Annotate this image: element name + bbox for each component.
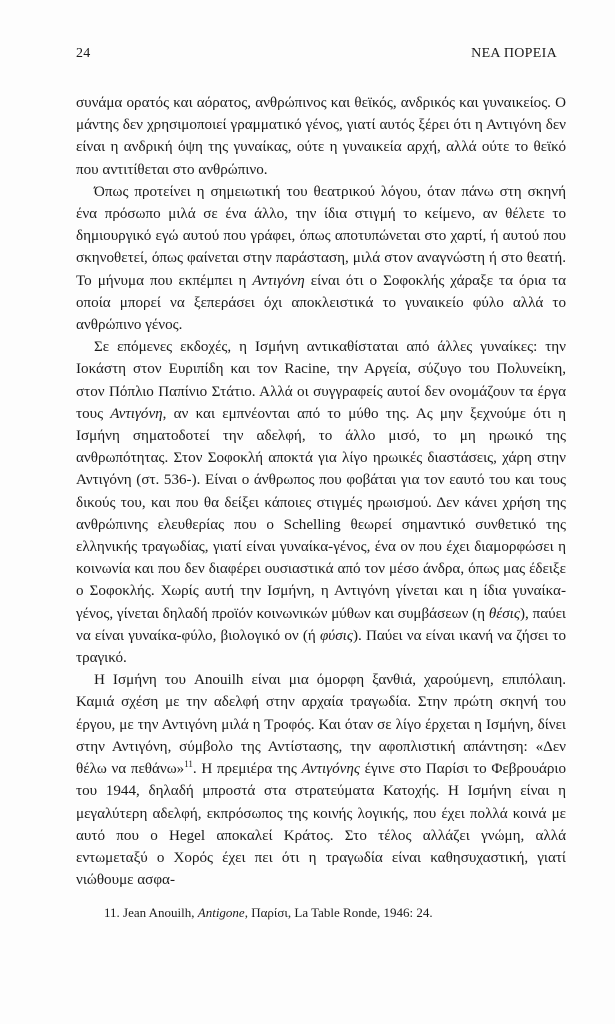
page-number: 24 xyxy=(76,46,91,61)
paragraph xyxy=(76,336,566,669)
text-run: 11. Jean Anouilh, xyxy=(104,905,198,920)
body-text xyxy=(76,92,566,891)
paragraph xyxy=(76,669,566,891)
text-run: Όπως προτείνει η σημειωτική του θεατρικού λόγου, όταν πάνω στη σκηνή ένα πρόσωπο μιλά σε ένα άλλο, την ίδια στιγμή το κείμενο, αν θέλετε το δημιουργικό εγώ αυτού που γράφει, όπως αποτυπώνεται στο χαρτί, ή αυτού που σκηνοθετεί, όπως φαίνεται στην παράσταση, μιλά στον αναγνώστη ή στο θεατή. Το μήνυμα που εκπέμπει η xyxy=(76,183,566,289)
text-run: Η Ισμήνη του Anouilh είναι μια όμορφη ξανθιά, χαρούμενη, επιπόλαιη. Καμιά σχέση με την αδελφή στην αρχαία τραγωδία. Στην πρώτη σκηνή του έργου, με την Αντιγόνη μιλά η Τροφός. Και όταν σε λίγο έρχεται η Ισμήνη, δίνει στην Αντιγόνη, σύμβολο της Αντίστασης, την αφοπλιστική απάντηση: «Δεν θέλω να πεθάνω» xyxy=(76,672,566,778)
footnote-marker: 11 xyxy=(184,759,193,770)
text-run: συνάμα ορατός και αόρατος, ανθρώπινος και θεϊκός, ανδρικός και γυναικείος. Ο μάντης δεν χρησιμοποιεί γραμματικό γένος, γιατί αυτός ξέρει ότι η Αντιγόνη δεν είναι η ανδρική όψη της γυναίκας, ούτε η γυναικεία αρχή, αλλά ούτε το θεϊκό που αντιτίθεται στο ανθρώπινο. xyxy=(76,95,566,178)
italic-text: Αντιγόνης xyxy=(301,761,360,778)
text-run: Σε επόμενες εκδοχές, η Ισμήνη αντικαθίσταται από άλλες γυναίκες: την Ιοκάστη στον Ευριπίδη και τον Racine, την Αργεία, σύζυγο του Πολυνείκη, στον Πόπλιο Παπίνιο Στάτιο. Αλλά οι συγγραφείς αυτοί δεν ονομάζουν τα έργα τους xyxy=(76,339,566,422)
footnote xyxy=(104,904,574,922)
running-head: ΝΕΑ ΠΟΡΕΙΑ xyxy=(471,46,557,61)
text-run: , Παρίσι, La Table Ronde, 1946: 24. xyxy=(244,905,433,920)
paragraph xyxy=(76,181,566,336)
text-run: , αν και εμπνέονται από το μύθο της. Ας μην ξεχνούμε ότι η Ισμήνη σηματοδοτεί την αδελφή, το άλλο μισό, το μη ηρωικό της ανθρωπότητας. Στον Σοφοκλή αποκτά για λίγο ηρωικές διαστάσεις, χάρη στην Αντιγόνη (στ. 536-). Είναι ο άνθρωπος που φοβάται για τον εαυτό του και τους δικούς του, και που θα δείξει κάποιες στιγμές ηρωισμού. Δεν κάνει χρήση της ανθρώπινης ελευθερίας που ο Schelling θεωρεί σημαντικό συνθετικό της ελληνικής τραγωδίας, γιατί είναι γυναίκα-γένος, ένα ον που έχει διαμορφώσει η κοινωνία και που δεν διαφέρει ουσιαστικά από τον μέσο άνδρα, όπως μας έδειξε ο Σοφοκλής. Χωρίς αυτή την Ισμήνη, η Αντιγόνη γίνεται και η ίδια γυναίκα-γένος, γίνεται δηλαδή προϊόν κοινωνικών μύθων και συμβάσεων (η xyxy=(76,405,566,622)
text-run: είναι ότι ο Σοφοκλής χάραξε τα όρια τα οποία μπορεί να ξεπεράσει όχι αποκλειστικά το γυναικείο φύλο αλλά το ανθρώπινο γένος. xyxy=(76,272,566,334)
italic-text: φύσις xyxy=(319,627,353,644)
paragraph xyxy=(76,92,566,181)
italic-text: Αντιγόνη xyxy=(110,405,163,422)
italic-text: Αντιγόνη xyxy=(252,272,305,289)
text-run: ). Παύει να είναι ικανή να ζήσει το τραγικό. xyxy=(76,627,566,667)
text-run: . Η πρεμιέρα της xyxy=(192,761,302,778)
text-run: έγινε στο Παρίσι το Φεβρουάριο του 1944, δηλαδή μπροστά στα στρατεύματα Κατοχής. Η Ισμήνη είναι η μεγαλύτερη αδελφή, εκπρόσωπος της κοινής λογικής, που έχει πολλά κοινά με αυτό που ο Hegel αποκαλεί Κράτος. Στο τέλος αλλάζει γνώμη, αλλά εντωμεταξύ ο Χορός έχει πει ότι η τραγωδία είναι καθησυχαστική, γιατί νιώθουμε ασφα- xyxy=(76,761,566,889)
italic-text: Antigone xyxy=(197,905,245,920)
italic-text: θέσις xyxy=(488,605,520,622)
text-run: ), παύει να είναι γυναίκα-φύλο, βιολογικό ον (ή xyxy=(76,605,566,644)
